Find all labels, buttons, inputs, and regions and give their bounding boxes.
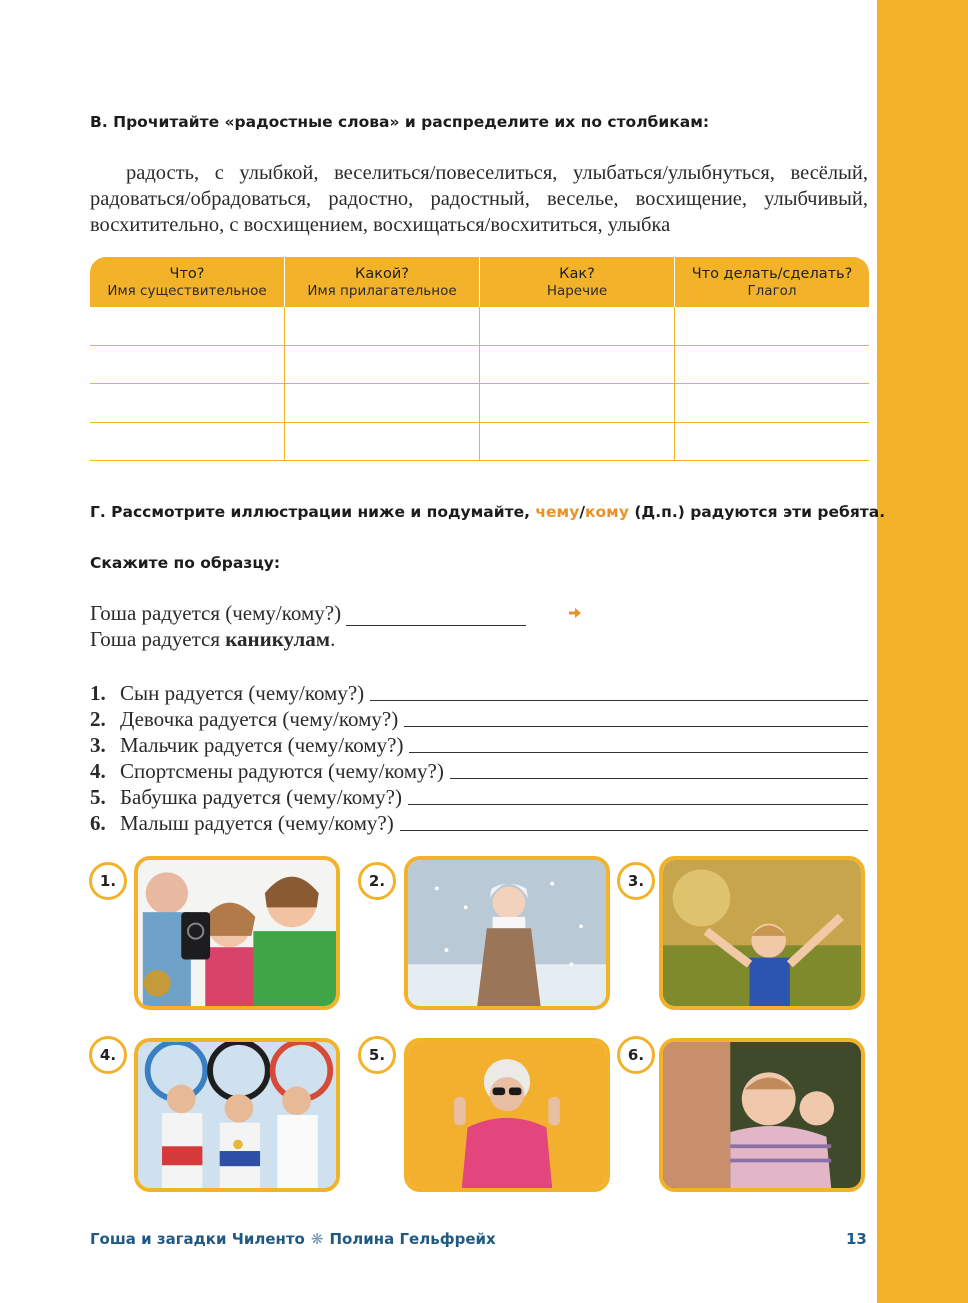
photo-family-phone (134, 856, 340, 1010)
flower-icon: ❋ (310, 1230, 324, 1248)
exercise-line (90, 810, 868, 836)
page-number: 13 (846, 1230, 867, 1248)
column-header-adverb (480, 257, 675, 307)
column-header-adjective (285, 257, 480, 307)
column-question: Что? (169, 265, 205, 282)
photo-baby (659, 1038, 865, 1192)
exercise-line (90, 784, 868, 810)
column-part: Глагол (747, 282, 797, 299)
table-cell[interactable] (285, 423, 480, 461)
sample-answer-line (346, 625, 526, 626)
sample-answer (90, 627, 335, 652)
exercise-number: 6. (90, 811, 106, 835)
heading-slash: / (579, 503, 585, 521)
highlight-word: кому (585, 503, 629, 521)
table-cell[interactable] (90, 384, 285, 422)
column-header-noun (90, 257, 285, 307)
table-cell[interactable] (480, 346, 675, 384)
table-cell[interactable] (90, 346, 285, 384)
table-row (90, 384, 869, 423)
exercise-line (90, 758, 868, 784)
table-cell[interactable] (90, 307, 285, 345)
answer-line[interactable] (450, 778, 868, 779)
book-title: Гоша и загадки Чиленто (90, 1230, 305, 1248)
column-header-verb (675, 257, 869, 307)
parts-of-speech-table (90, 257, 869, 461)
exercise-text: Бабушка радуется (чему/кому?) (120, 785, 402, 809)
table-cell[interactable] (675, 423, 869, 461)
answer-line[interactable] (408, 804, 868, 805)
answer-line[interactable] (404, 726, 868, 727)
exercise-number: 5. (90, 785, 106, 809)
photo-athletes (134, 1038, 340, 1192)
sample-prompt: Гоша радуется (чему/кому?) (90, 601, 342, 625)
exercise-text: Мальчик радуется (чему/кому?) (120, 733, 404, 757)
exercise-number: 3. (90, 733, 106, 757)
table-cell[interactable] (675, 384, 869, 422)
side-color-band (877, 0, 968, 1303)
answer-line[interactable] (409, 752, 868, 753)
table-cell[interactable] (480, 384, 675, 422)
photo-number-badge: 6. (617, 1036, 655, 1074)
photo-number-badge: 5. (358, 1036, 396, 1074)
column-part: Имя существительное (107, 282, 267, 299)
exercise-number: 2. (90, 707, 106, 731)
answer-line[interactable] (370, 700, 868, 701)
exercise-text: Спортсмены радуются (чему/кому?) (120, 759, 444, 783)
task-b-heading: В. Прочитайте «радостные слова» и распределите их по столбикам: (90, 113, 710, 131)
photo-grandmother (404, 1038, 610, 1192)
instruction: Скажите по образцу: (90, 554, 281, 572)
table-row (90, 346, 869, 385)
sample-answer-period: . (330, 627, 336, 651)
table-header (90, 257, 869, 307)
column-part: Наречие (546, 282, 608, 299)
table-cell[interactable] (90, 423, 285, 461)
exercise-line (90, 732, 868, 758)
photo-number-badge: 3. (617, 862, 655, 900)
table-row (90, 307, 869, 346)
highlight-word: чему (535, 503, 580, 521)
word-list: радость, с улыбкой, веселиться/повеселиться, улыбаться/улыбнуться, весёлый, радоваться/обрадоваться, радостно, радостный, веселье, восхищение, улыбчивый, восхитительно, с восхищением, восхищаться/восхититься, улыбка (90, 162, 868, 236)
exercise-text: Девочка радуется (чему/кому?) (120, 707, 399, 731)
table-cell[interactable] (285, 307, 480, 345)
heading-text: Г. Рассмотрите иллюстрации ниже и подумайте, (90, 503, 536, 521)
exercise-list (90, 680, 868, 836)
task-g-heading (90, 503, 885, 521)
arrow-right-icon (568, 606, 582, 620)
table-cell[interactable] (480, 423, 675, 461)
sample-answer-bold: каникулам (225, 627, 331, 651)
exercise-text: Сын радуется (чему/кому?) (120, 681, 365, 705)
column-question: Что делать/сделать? (691, 265, 853, 282)
author-name: Полина Гельфрейх (329, 1230, 496, 1248)
table-cell[interactable] (675, 346, 869, 384)
photo-number-badge: 4. (89, 1036, 127, 1074)
heading-text: (Д.п.) радуются эти ребята. (628, 503, 886, 521)
table-cell[interactable] (675, 307, 869, 345)
photo-number-badge: 2. (358, 862, 396, 900)
column-question: Как? (559, 265, 595, 282)
exercise-number: 1. (90, 681, 106, 705)
table-cell[interactable] (285, 346, 480, 384)
exercise-number: 4. (90, 759, 106, 783)
column-question: Какой? (355, 265, 409, 282)
table-cell[interactable] (285, 384, 480, 422)
photo-number-badge: 1. (89, 862, 127, 900)
sample-answer-text: Гоша радуется (90, 627, 226, 651)
exercise-text: Малыш радуется (чему/кому?) (120, 811, 394, 835)
column-part: Имя прилагательное (307, 282, 457, 299)
table-cell[interactable] (480, 307, 675, 345)
exercise-line (90, 706, 868, 732)
sample-prompt-line (90, 601, 526, 626)
table-row (90, 423, 869, 462)
photo-girl-snow (404, 856, 610, 1010)
footer-title (90, 1230, 496, 1248)
exercise-line (90, 680, 868, 706)
photo-boy-field (659, 856, 865, 1010)
answer-line[interactable] (400, 830, 868, 831)
